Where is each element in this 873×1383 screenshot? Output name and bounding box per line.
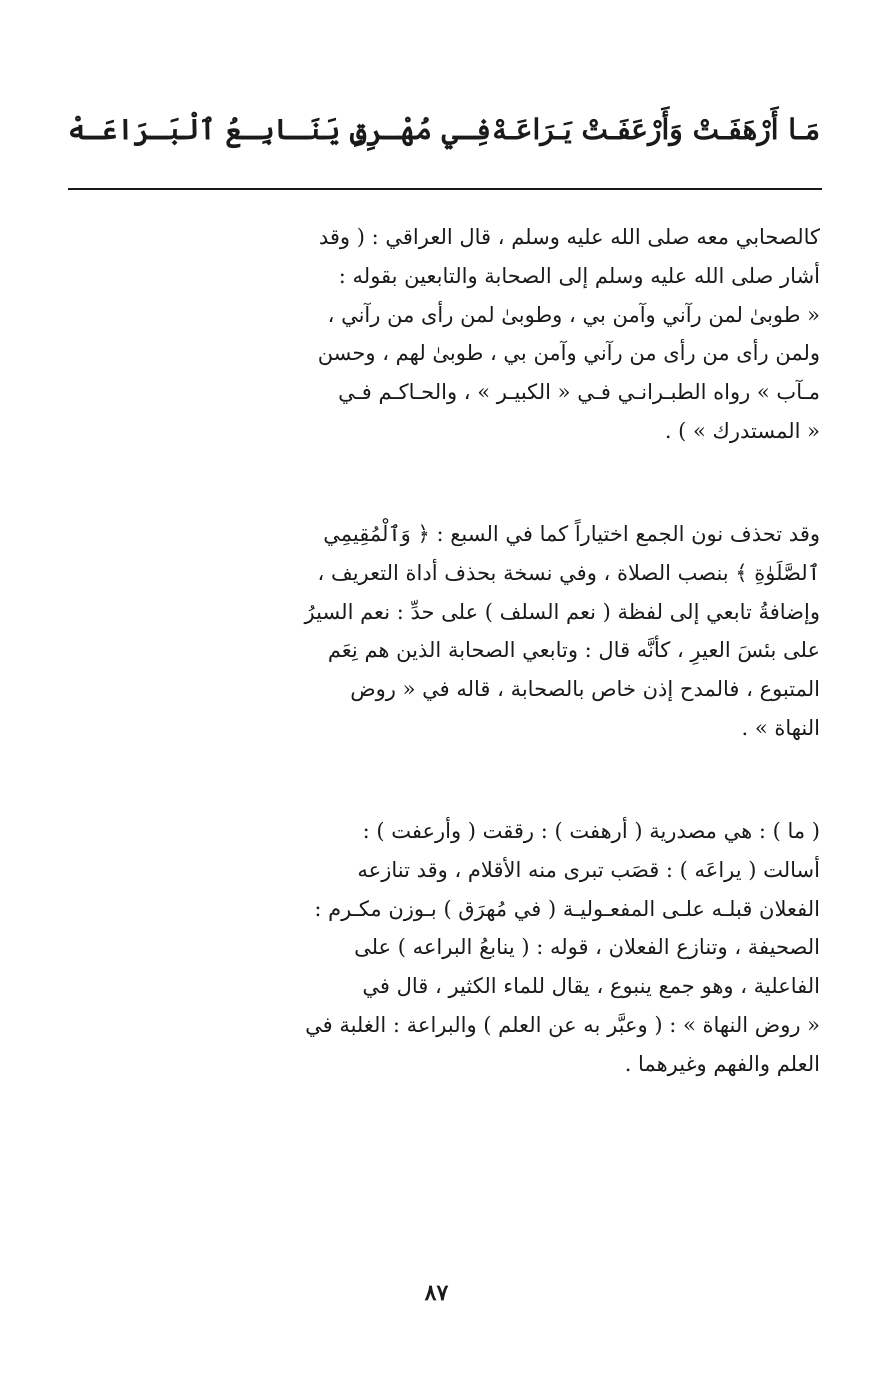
text-line: « طوبىٰ لمن رآني وآمن بي ، وطوبىٰ لمن رأى من رآني ، (327, 302, 820, 327)
text-line: « المستدرك » ) . (664, 418, 820, 443)
text-line: أشار صلى الله عليه وسلم إلى الصحابة والتابعين بقوله : (338, 263, 820, 288)
paragraph-3 (256, 812, 820, 1084)
text-line: على بئسَ العيرِ ، كأنَّه قال : وتابعي الصحابة الذين هم نِعَم (327, 638, 820, 663)
text-line: العلم والفهم وغيرهما . (624, 1051, 820, 1076)
text-line: المتبوع ، فالمدح إذن خاص بالصحابة ، قاله في « روض (350, 677, 820, 702)
text-line: الصحيفة ، وتنازع الفعلان ، قوله : ( ينابعُ البراعه ) على (354, 935, 820, 960)
text-line: أسالت ( يراعَه ) : قصَب تبرى منه الأقلام ، وقد تنازعه (357, 857, 820, 882)
text-line: وإضافةُ تابعي إلى لفظة ( نعم السلف ) على حدِّ : نعم السيرُ (304, 599, 820, 624)
text-line: ٱلصَّلَوٰةِ ﴾ بنصب الصلاة ، وفي نسخة بحذف أداة التعريف ، (317, 560, 820, 585)
text-line: كالصحابي معه صلى الله عليه وسلم ، قال العراقي : ( وقد (318, 225, 820, 249)
header-title-second-hemistich: فِـي مُهْـرِقٍ يَنَـابِـعُ ٱلْبَـرَاعَـهْ (68, 113, 491, 146)
text-line: مـآب » رواه الطبـرانـي فـي « الكبيـر » ، والحـاكـم فـي (338, 380, 820, 405)
header-divider (68, 188, 822, 190)
page-number: ٨٧ (424, 1280, 449, 1306)
text-line: ولمن رأى من رأى من رآني وآمن بي ، طوبىٰ لهم ، وحسن (317, 341, 820, 366)
paragraph-2 (256, 515, 820, 748)
paragraph-1 (256, 218, 820, 451)
text-line: « روض النهاة » : ( وعبَّر به عن العلم ) والبراعة : الغلبة في (305, 1012, 820, 1037)
text-line: وقد تحذف نون الجمع اختياراً كما في السبع : ﴿ وَٱلْمُقِيمِي (323, 522, 820, 546)
text-line: ( ما ) : هي مصدرية ( أرهفت ) : رققت ( وأرعفت ) : (362, 819, 820, 843)
header-title-first-hemistich: مَـا أَرْهَفَـتْ وَأَرْعَفَـتْ يَـرَاعَـهْ (492, 113, 820, 146)
text-line: الفاعلية ، وهو جمع ينبوع ، يقال للماء الكثير ، قال في (362, 974, 820, 999)
text-line: النهاة » . (741, 715, 820, 740)
running-header (68, 100, 820, 160)
text-line: الفعلان قبلـه علـى المفعـوليـة ( في مُهرَق ) بـوزن مكـرم : (314, 896, 820, 921)
